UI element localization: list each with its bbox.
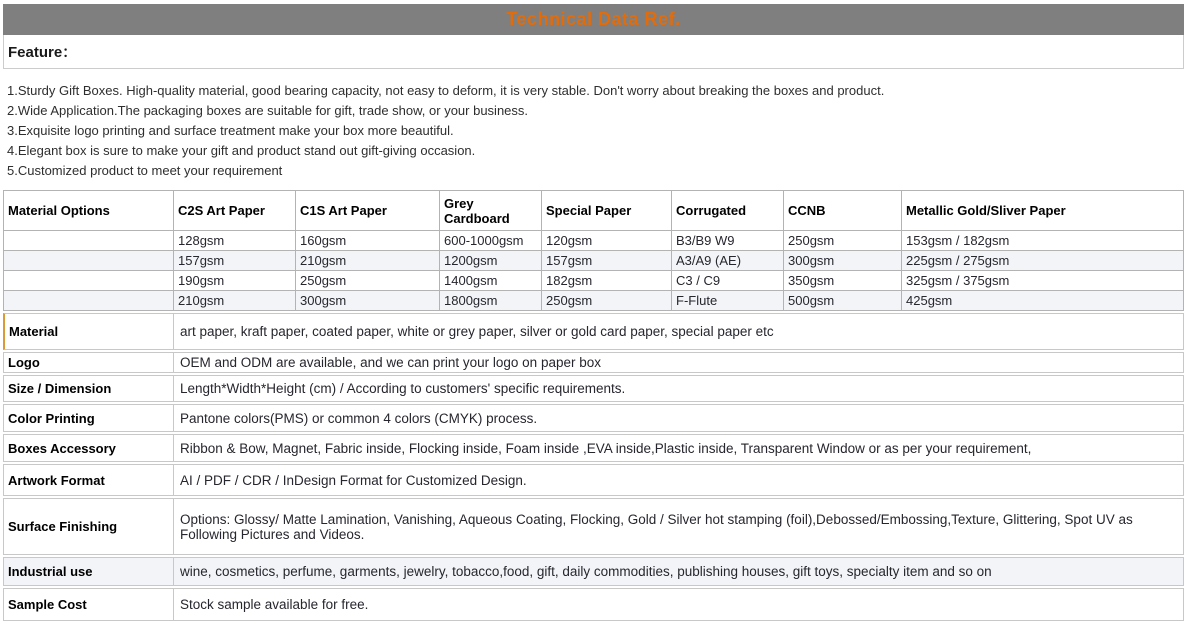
- spec-label: Material: [3, 313, 173, 350]
- cell: 250gsm: [542, 291, 672, 311]
- cell: 325gsm / 375gsm: [902, 271, 1184, 291]
- spec-label: Industrial use: [3, 557, 173, 586]
- cell: 120gsm: [542, 231, 672, 251]
- feature-item-1: 1.Sturdy Gift Boxes. High-quality material, good bearing capacity, not easy to deform, it is very stable. Don't worry about breaking the boxes and product.: [7, 83, 885, 98]
- cell: C3 / C9: [672, 271, 784, 291]
- spec-label: Surface Finishing: [3, 498, 173, 555]
- cell: 300gsm: [784, 251, 902, 271]
- cell: 425gsm: [902, 291, 1184, 311]
- spec-label: Artwork Format: [3, 464, 173, 496]
- column-header-special-paper: Special Paper: [542, 191, 672, 231]
- column-header-c1s-art-paper: C1S Art Paper: [296, 191, 440, 231]
- cell: 225gsm / 275gsm: [902, 251, 1184, 271]
- table-row: [4, 291, 1184, 311]
- cell: [4, 271, 174, 291]
- cell: 600-1000gsm: [440, 231, 542, 251]
- table-row: [4, 251, 1184, 271]
- cell: 1400gsm: [440, 271, 542, 291]
- cell: 190gsm: [174, 271, 296, 291]
- spec-row-color-printing: [3, 404, 1184, 432]
- column-header-grey-cardboard: Grey Cardboard: [440, 191, 542, 231]
- cell: 210gsm: [296, 251, 440, 271]
- cell: 157gsm: [542, 251, 672, 271]
- feature-item-5: 5.Customized product to meet your requirement: [7, 163, 283, 178]
- spec-value: AI / PDF / CDR / InDesign Format for Customized Design.: [173, 464, 1184, 496]
- spec-value: OEM and ODM are available, and we can print your logo on paper box: [173, 352, 1184, 373]
- spec-value: art paper, kraft paper, coated paper, white or grey paper, silver or gold card paper, special paper etc: [173, 313, 1184, 350]
- feature-item-3: 3.Exquisite logo printing and surface treatment make your box more beautiful.: [7, 123, 454, 138]
- spec-value: Options: Glossy/ Matte Lamination, Vanishing, Aqueous Coating, Flocking, Gold / Silver hot stamping (foil),Debossed/Embossing,Texture, Glittering, Spot UV as Following Pictures and Videos.: [173, 498, 1184, 555]
- spec-label: Size / Dimension: [3, 375, 173, 402]
- table-row: [4, 271, 1184, 291]
- cell: 210gsm: [174, 291, 296, 311]
- spec-row-sample-cost: [3, 588, 1184, 621]
- feature-list: [3, 69, 1184, 190]
- spec-row-artwork-format: [3, 464, 1184, 496]
- column-header-corrugated: Corrugated: [672, 191, 784, 231]
- cell: 1800gsm: [440, 291, 542, 311]
- cell: B3/B9 W9: [672, 231, 784, 251]
- column-header-ccnb: CCNB: [784, 191, 902, 231]
- cell: 500gsm: [784, 291, 902, 311]
- spec-label: Sample Cost: [3, 588, 173, 621]
- column-header-metallic-paper: Metallic Gold/Sliver Paper: [902, 191, 1184, 231]
- feature-heading: Feature：: [8, 44, 78, 61]
- cell: 160gsm: [296, 231, 440, 251]
- cell: [4, 231, 174, 251]
- spec-label: Color Printing: [3, 404, 173, 432]
- feature-heading-box: [3, 35, 1184, 69]
- cell: 350gsm: [784, 271, 902, 291]
- section-title-bar: [3, 4, 1184, 35]
- column-header-material-options: Material Options: [4, 191, 174, 231]
- specs-table: [3, 311, 1184, 623]
- materials-options-table: [3, 190, 1184, 311]
- cell: A3/A9 (AE): [672, 251, 784, 271]
- materials-header-row: [4, 191, 1184, 231]
- spec-value: wine, cosmetics, perfume, garments, jewelry, tobacco,food, gift, daily commodities, publishing houses, gift toys, specialty item and so on: [173, 557, 1184, 586]
- cell: 1200gsm: [440, 251, 542, 271]
- spec-row-industrial-use: [3, 557, 1184, 586]
- cell: 182gsm: [542, 271, 672, 291]
- cell: 157gsm: [174, 251, 296, 271]
- feature-item-4: 4.Elegant box is sure to make your gift and product stand out gift-giving occasion.: [7, 143, 476, 158]
- spec-row-size-dimension: [3, 375, 1184, 402]
- column-header-c2s-art-paper: C2S Art Paper: [174, 191, 296, 231]
- spec-value: Ribbon & Bow, Magnet, Fabric inside, Flocking inside, Foam inside ,EVA inside,Plastic inside, Transparent Window or as per your requirement,: [173, 434, 1184, 462]
- feature-item-2: 2.Wide Application.The packaging boxes are suitable for gift, trade show, or your business.: [7, 103, 529, 118]
- spec-value: Pantone colors(PMS) or common 4 colors (CMYK) process.: [173, 404, 1184, 432]
- spec-value: Stock sample available for free.: [173, 588, 1184, 621]
- cell: 300gsm: [296, 291, 440, 311]
- cell: 250gsm: [296, 271, 440, 291]
- spec-label: Boxes Accessory: [3, 434, 173, 462]
- spec-row-material: [3, 313, 1184, 350]
- cell: 250gsm: [784, 231, 902, 251]
- cell: 153gsm / 182gsm: [902, 231, 1184, 251]
- cell: [4, 291, 174, 311]
- spec-row-boxes-accessory: [3, 434, 1184, 462]
- cell: 128gsm: [174, 231, 296, 251]
- spec-row-logo: [3, 352, 1184, 373]
- table-row: [4, 231, 1184, 251]
- cell: [4, 251, 174, 271]
- cell: F-Flute: [672, 291, 784, 311]
- spec-value: Length*Width*Height (cm) / According to customers' specific requirements.: [173, 375, 1184, 402]
- spec-label: Logo: [3, 352, 173, 373]
- section-title: Technical Data Ref.: [506, 9, 681, 29]
- spec-row-surface-finishing: [3, 498, 1184, 555]
